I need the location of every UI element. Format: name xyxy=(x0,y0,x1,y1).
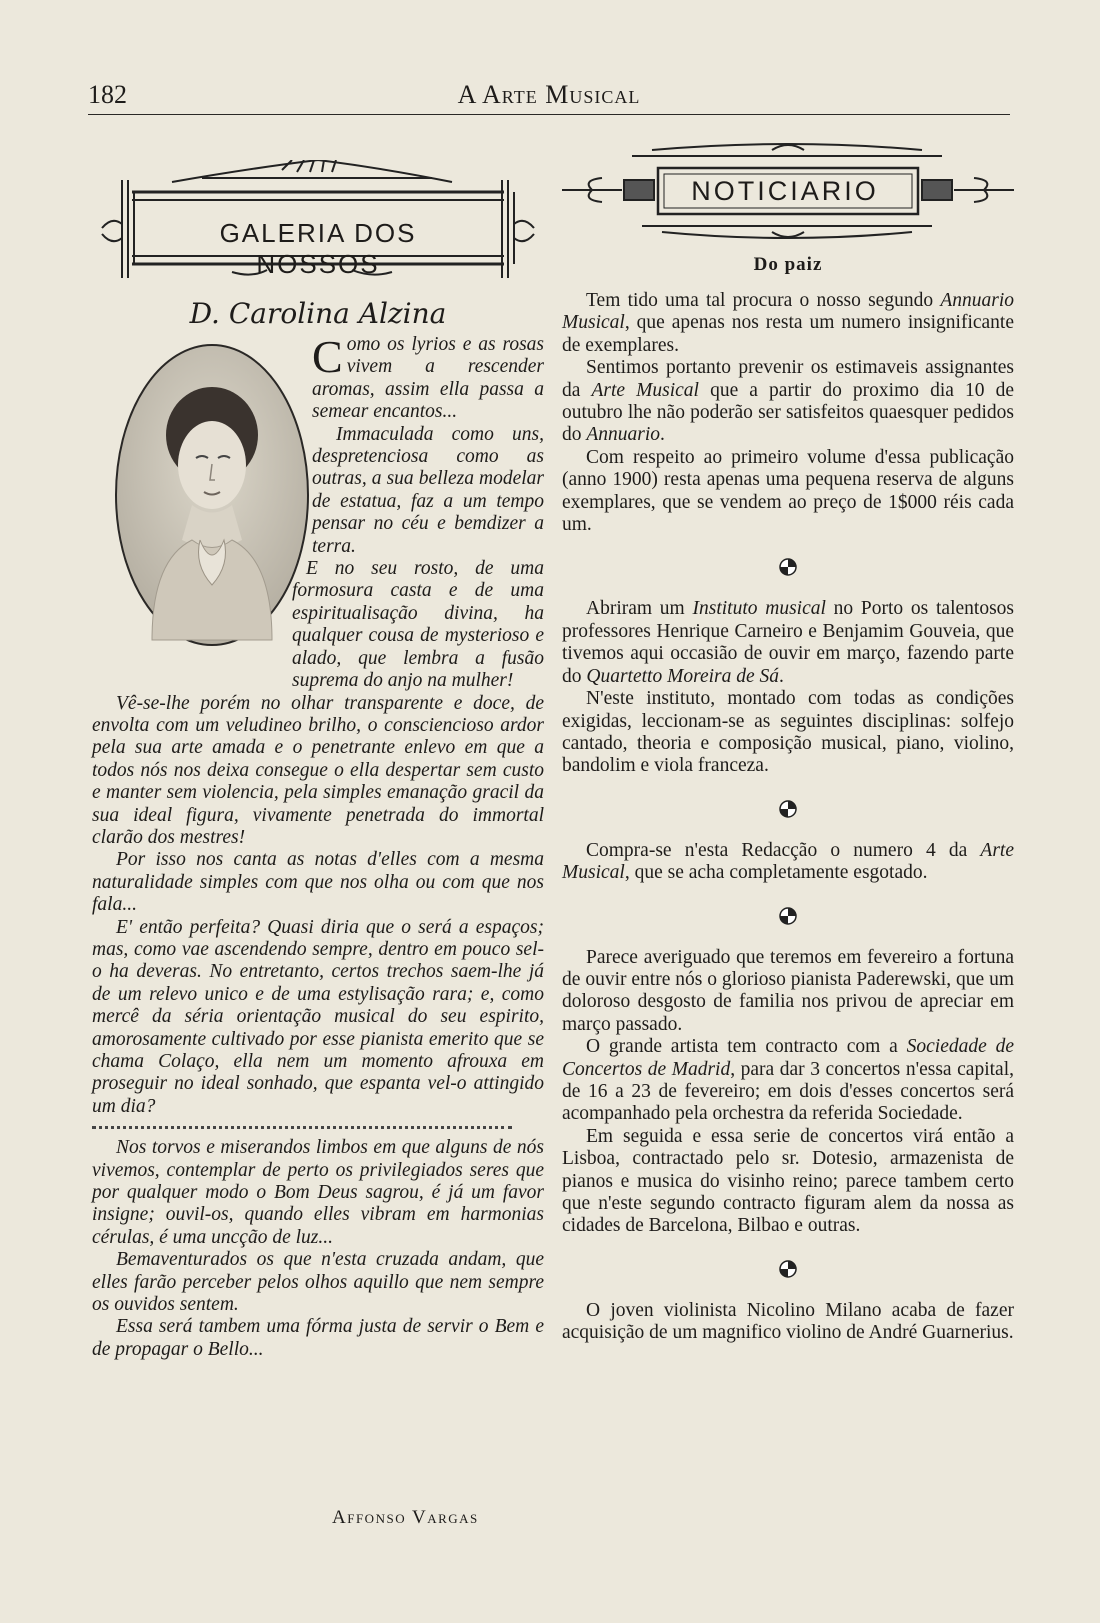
news-paragraph: Com respeito ao primeiro volume d'essa publicação (anno 1900) resta apenas uma pequena reserva de alguns exemplares, que se vendem ao preço de 1$000 réis cada um. xyxy=(562,446,1014,536)
news-paragraph: Em seguida e essa serie de concertos virá então a Lisboa, contractado pelo sr. Dotesio, armazenista de pianos e musica do visinho reino; parece tambem certo que n'este segundo contracto figuram alem da nossa as cidades de Barcelona, Bilbao e outras. xyxy=(562,1125,1014,1237)
news-paragraph: Sentimos portanto prevenir os estimaveis assignantes da Arte Musical que a partir do proximo dia 10 de outubro lhe não poderão ser satisfeitos quaesquer pedidos do Annuario. xyxy=(562,357,1014,446)
news-paragraph: Tem tido uma tal procura o nosso segundo Annuario Musical, que apenas nos resta um numero insignificante de exemplares. xyxy=(562,290,1014,356)
section-separator xyxy=(562,885,1014,947)
news-paragraph: O grande artista tem contracto com a Sociedade de Concertos de Madrid, para dar 3 concertos n'essa capital, de 16 a 23 de fevereiro; em dois d'esses concertos será acompanhado pela orchestra da referida Sociedade. xyxy=(562,1036,1014,1125)
section-title: GALERIA DOS NOSSOS xyxy=(219,218,417,279)
section-title: NOTICIARIO xyxy=(691,176,879,206)
galeria-header-ornament xyxy=(92,160,544,290)
drop-cap: C xyxy=(312,331,343,382)
journal-title: A Arte Musical xyxy=(457,80,641,109)
poem-text xyxy=(92,331,544,1361)
author-signature: Affonso Vargas xyxy=(332,1507,479,1528)
poem-paragraph: Bemaventurados os que n'esta cruzada andam, que elles farão perceber pelos olhos aquillo que nem sempre os ouvidos sentem. xyxy=(92,1249,544,1316)
poem-paragraph: omo os lyrios e as rosas vivem a rescender aromas, assim ella passa a semear encantos... xyxy=(312,334,544,423)
noticiario-header-ornament xyxy=(562,140,1014,250)
quartered-circle-icon xyxy=(778,557,798,577)
news-paragraph: N'este instituto, montado com todas as condições exigidas, leccionam-se as seguintes disciplinas: solfejo cantado, theoria e composição musical, piano, violino, bandolim e viola franceza. xyxy=(562,688,1014,777)
poem-paragraph: Por isso nos canta as notas d'elles com a mesma naturalidade simples com que nos olha ou com que nos fala... xyxy=(92,849,544,916)
poem-paragraph: E' então perfeita? Quasi diria que o será a espaços; mas, como vae ascendendo sempre, dentro em pouco sel-o ha deveras. No entretanto, certos trechos saem-lhe já de um relevo unico e de uma estylisação rara; e, como mercê da séria orientação musical do seu espirito, amorosamente cultivado por esse pianista emerito que se chama Colaço, ella nem um momento afrouxa em proseguir no ideal sonhado, que espanta vel-o attingido um dia? xyxy=(92,916,544,1117)
section-separator xyxy=(562,778,1014,840)
poem-paragraph: Vê-se-lhe porém no olhar transparente e doce, de envolta com um veludineo brilho, o consciencioso ardor pela sua arte amada e o penetrante enlevo em que a todos nós nos deixa consegue o ella despertar sem custo e manter sem violencia, pela simples emanação gracil da sua ideal figura, vivamente penetrada do immortal clarão dos mestres! xyxy=(92,692,544,848)
subject-name: D. Carolina Alzina xyxy=(189,297,447,330)
news-paragraph: O joven violinista Nicolino Milano acaba de fazer acquisição de um magnifico violino de André Guarnerius. xyxy=(562,1299,1014,1344)
poem-paragraph: Nos torvos e miserandos limbos em que alguns de nós vivemos, contemplar de perto os privilegiados seres que por qualquer modo o Bom Deus sagrou, é já um favor insigne; ouvil-os, quando elles vibram em harmonias cérulas, é uma uncção de luz... xyxy=(92,1137,544,1248)
quartered-circle-icon xyxy=(778,1259,798,1279)
noticiario-column xyxy=(562,140,1014,1344)
galeria-column xyxy=(92,160,544,1528)
dotted-divider xyxy=(92,1126,512,1129)
poem-paragraph: Immaculada como uns, despretenciosa como as outras, a sua belleza modelar de estatua, faz a um tempo pensar no céu e bemdizer a terra. xyxy=(312,423,544,557)
news-paragraph: Parece averiguado que teremos em fevereiro a fortuna de ouvir entre nós o glorioso pianista Paderewski, que um doloroso desgosto de familia nos privou de apreciar em março passado. xyxy=(562,946,1014,1035)
quartered-circle-icon xyxy=(778,799,798,819)
quartered-circle-icon xyxy=(778,906,798,926)
page-number: 182 xyxy=(88,80,127,109)
news-paragraph: Compra-se n'esta Redacção o numero 4 da Arte Musical, que se acha completamente esgotado. xyxy=(562,839,1014,884)
poem-paragraph: E no seu rosto, de uma formosura casta e de uma espiritualisação divina, ha qualquer cousa de mysterioso e alado, que lembra a fusão suprema do anjo na mulher! xyxy=(292,558,544,692)
section-separator xyxy=(562,1238,1014,1300)
news-paragraph: Abriram um Instituto musical no Porto os talentosos professores Henrique Carneiro e Benjamim Gouveia, que tivemos aqui occasião de ouvir em março, fazendo parte do Quartetto Moreira de Sá. xyxy=(562,598,1014,687)
news-items xyxy=(562,290,1014,1345)
poem-paragraph: Essa será tambem uma fórma justa de servir o Bem e de propagar o Bello... xyxy=(92,1316,544,1360)
running-header xyxy=(88,76,1010,115)
section-separator xyxy=(562,536,1014,598)
section-subtitle: Do paiz xyxy=(753,254,823,275)
